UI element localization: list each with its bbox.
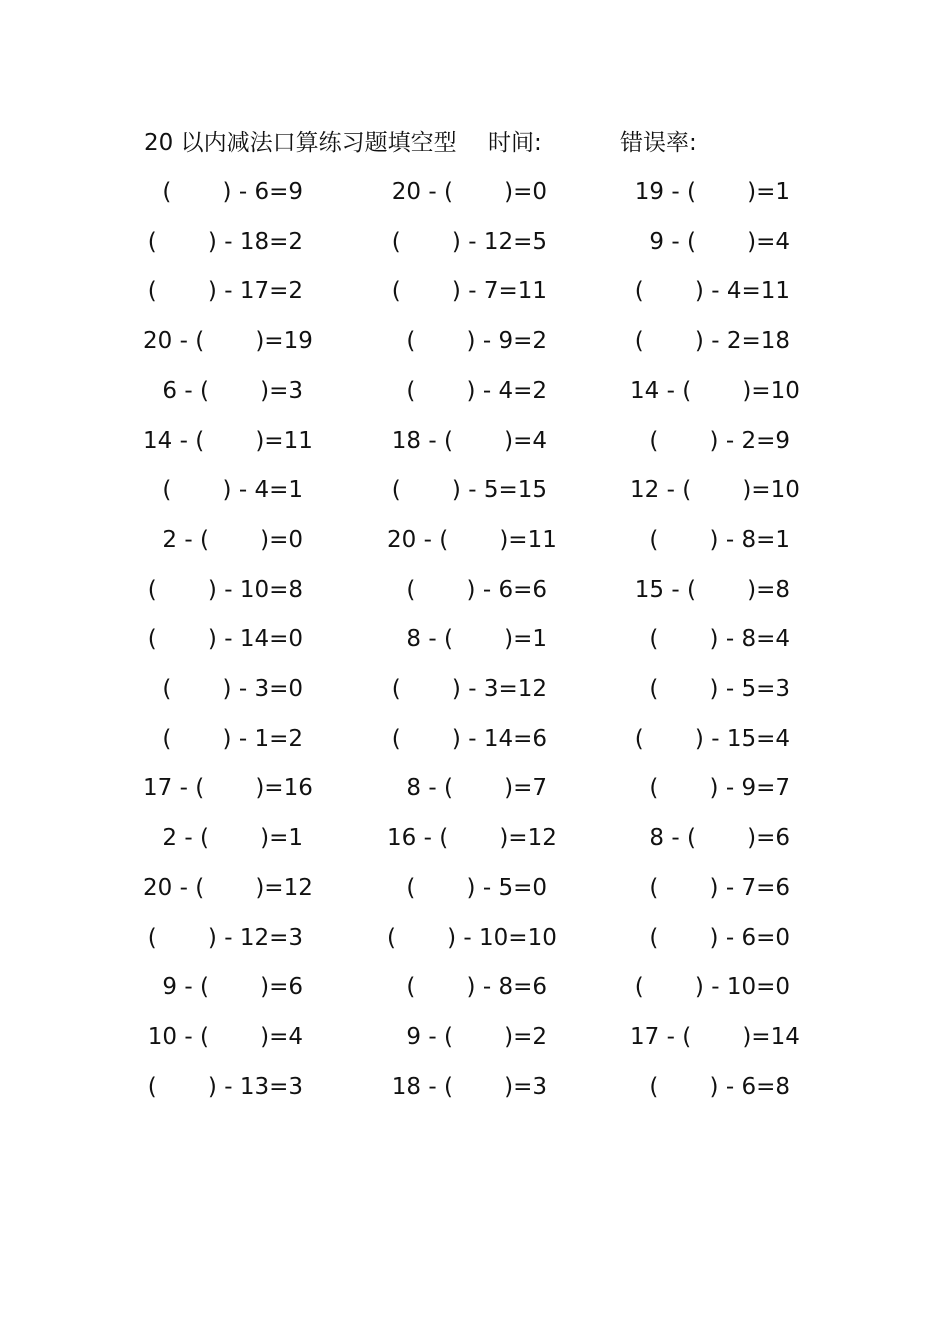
problem: ( ) - 2=9	[649, 427, 790, 454]
problem: ( ) - 8=1	[649, 526, 790, 553]
problem-row	[0, 522, 950, 558]
problem: 8 - ( )=6	[649, 825, 790, 852]
problem-row	[0, 969, 950, 1005]
error-rate-label: 错误率:	[620, 130, 697, 156]
problem: ( ) - 7=11	[391, 278, 547, 305]
problem-row	[0, 323, 950, 359]
problem: ( ) - 1=2	[162, 725, 303, 752]
problem: ( ) - 14=0	[147, 626, 303, 653]
problem-row	[0, 920, 950, 956]
problem: 6 - ( )=3	[162, 377, 303, 404]
problem: 20 - ( )=12	[143, 874, 313, 901]
problem: 8 - ( )=1	[406, 626, 547, 653]
problem: ( ) - 5=0	[406, 874, 547, 901]
problem: ( ) - 12=3	[147, 924, 303, 951]
problem-row	[0, 423, 950, 459]
problem: ( ) - 10=0	[634, 974, 790, 1001]
problem: ( ) - 7=6	[649, 874, 790, 901]
problem: ( ) - 17=2	[147, 278, 303, 305]
problem: 8 - ( )=7	[406, 775, 547, 802]
problem: ( ) - 5=15	[391, 477, 547, 504]
worksheet-header	[0, 126, 950, 160]
problem-row	[0, 472, 950, 508]
problem: ( ) - 9=7	[649, 775, 790, 802]
problem: 19 - ( )=1	[634, 179, 790, 205]
problem: 2 - ( )=1	[162, 825, 303, 852]
problem: 20 - ( )=19	[143, 328, 313, 355]
problem: 10 - ( )=4	[147, 1023, 303, 1050]
problem-row	[0, 621, 950, 657]
problem: 20 - ( )=11	[387, 526, 557, 553]
problem-row	[0, 1069, 950, 1105]
time-label: 时间:	[488, 130, 542, 156]
problem: ( ) - 6=8	[649, 1073, 790, 1100]
problem: ( ) - 4=11	[634, 278, 790, 305]
problem: ( ) - 10=8	[147, 576, 303, 603]
problem-row	[0, 820, 950, 856]
problem: ( ) - 18=2	[147, 228, 303, 255]
worksheet-title: 20 以内减法口算练习题填空型	[144, 130, 457, 156]
problem: ( ) - 6=9	[162, 179, 303, 205]
problem: 18 - ( )=4	[391, 427, 547, 454]
problem-row	[0, 721, 950, 757]
problem: 14 - ( )=10	[630, 377, 800, 404]
problem-row	[0, 572, 950, 608]
problem: 9 - ( )=4	[649, 228, 790, 255]
problem: ( ) - 4=1	[162, 477, 303, 504]
problem-row	[0, 671, 950, 707]
problem: 17 - ( )=16	[143, 775, 313, 802]
problem: ( ) - 3=0	[162, 676, 303, 702]
problem: 2 - ( )=0	[162, 526, 303, 553]
problem: 12 - ( )=10	[630, 477, 800, 504]
problem: ( ) - 6=6	[406, 576, 547, 603]
problem-row	[0, 770, 950, 806]
problem: ( ) - 4=2	[406, 377, 547, 404]
problem-row	[0, 224, 950, 260]
problem: ( ) - 5=3	[649, 676, 790, 702]
problem: ( ) - 3=12	[391, 676, 547, 702]
problem: 20 - ( )=0	[391, 179, 547, 205]
problem: 18 - ( )=3	[391, 1073, 547, 1100]
problem: ( ) - 8=4	[649, 626, 790, 653]
problem: ( ) - 13=3	[147, 1073, 303, 1100]
problem: ( ) - 14=6	[391, 725, 547, 752]
problem: ( ) - 8=6	[406, 974, 547, 1001]
problem: 15 - ( )=8	[634, 576, 790, 603]
problem: 9 - ( )=2	[406, 1023, 547, 1050]
problem: 9 - ( )=6	[162, 974, 303, 1001]
problem: 17 - ( )=14	[630, 1023, 800, 1050]
problem: ( ) - 12=5	[391, 228, 547, 255]
problem: 14 - ( )=11	[143, 427, 313, 454]
problem: ( ) - 2=18	[634, 328, 790, 355]
problem-row	[0, 373, 950, 409]
problem-row	[0, 174, 950, 210]
problem: ( ) - 9=2	[406, 328, 547, 355]
problem: ( ) - 15=4	[634, 725, 790, 752]
problem-row	[0, 273, 950, 309]
problem: ( ) - 10=10	[387, 924, 557, 951]
problem-row	[0, 1019, 950, 1055]
problem: ( ) - 6=0	[649, 924, 790, 951]
problem: 16 - ( )=12	[387, 825, 557, 852]
problem-row	[0, 870, 950, 906]
